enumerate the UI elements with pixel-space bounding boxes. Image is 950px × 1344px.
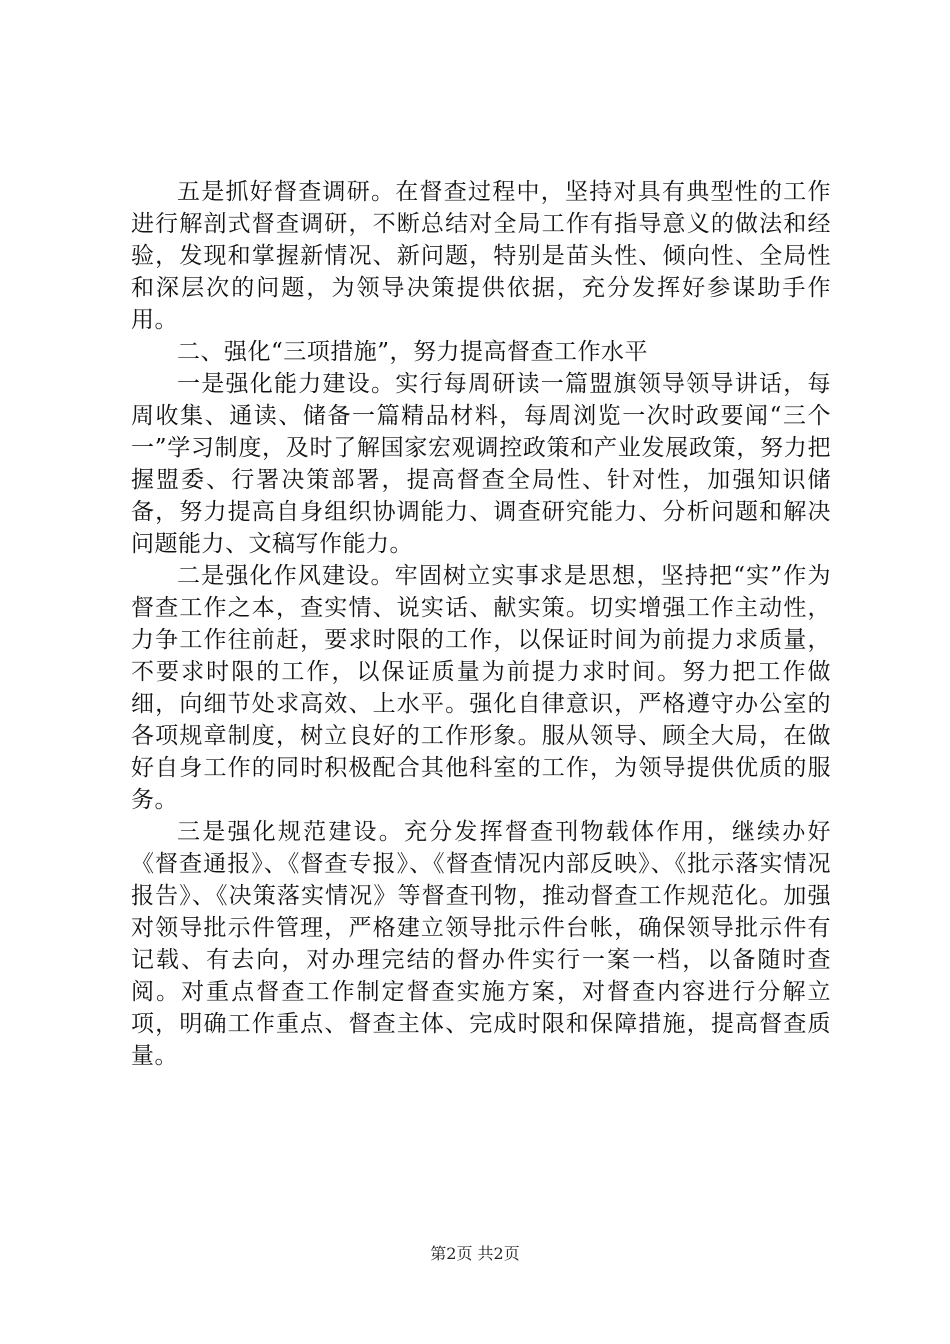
page-footer: 第2页 共2页 xyxy=(430,1244,520,1263)
paragraph-work-style-building: 二是强化作风建设。牢固树立实事求是思想，坚持把“实”作为督查工作之本，查实情、说实话、献实策。切实增强工作主动性，力争工作往前赶，要求时限的工作，以保证时间为前提力求质量，不要求时限的工作，以保证质量为前提力求时间。努力把工作做细，向细节处求高效、上水平。强化自律意识，严格遵守办公室的各项规章制度，树立良好的工作形象。服从领导、顾全大局，在做好自身工作的同时积极配合其他科室的工作，为领导提供优质的服务。 xyxy=(131,563,831,813)
document-body xyxy=(131,176,831,1072)
paragraph-supervision-research: 五是抓好督查调研。在督查过程中，坚持对具有典型性的工作进行解剖式督查调研，不断总结对全局工作有指导意义的做法和经验，发现和掌握新情况、新问题，特别是苗头性、倾向性、全局性和深层次的问题，为领导决策提供依据，充分发挥好参谋助手作用。 xyxy=(131,179,831,333)
paragraph-capability-building: 一是强化能力建设。实行每周研读一篇盟旗领导领导讲话，每周收集、通读、储备一篇精品材料，每周浏览一次时政要闻“三个一”学习制度，及时了解国家宏观调控政策和产业发展政策，努力把握盟委、行署决策部署，提高督查全局性、针对性，加强知识储备，努力提高自身组织协调能力、调查研究能力、分析问题和解决问题能力、文稿写作能力。 xyxy=(131,371,831,557)
section-heading-three-measures: 二、强化“三项措施”，努力提高督查工作水平 xyxy=(177,339,649,365)
paragraph-standardization-building: 三是强化规范建设。充分发挥督查刊物载体作用，继续办好《督查通报》、《督查专报》、《督查情况内部反映》、《批示落实情况报告》、《决策落实情况》等督查刊物，推动督查工作规范化。加强对领导批示件管理，严格建立领导批示件台帐，确保领导批示件有记载、有去向，对办理完结的督办件实行一案一档，以备随时查阅。对重点督查工作制定督查实施方案，对督查内容进行分解立项，明确工作重点、督查主体、完成时限和保障措施，提高督查质量。 xyxy=(131,819,831,1069)
